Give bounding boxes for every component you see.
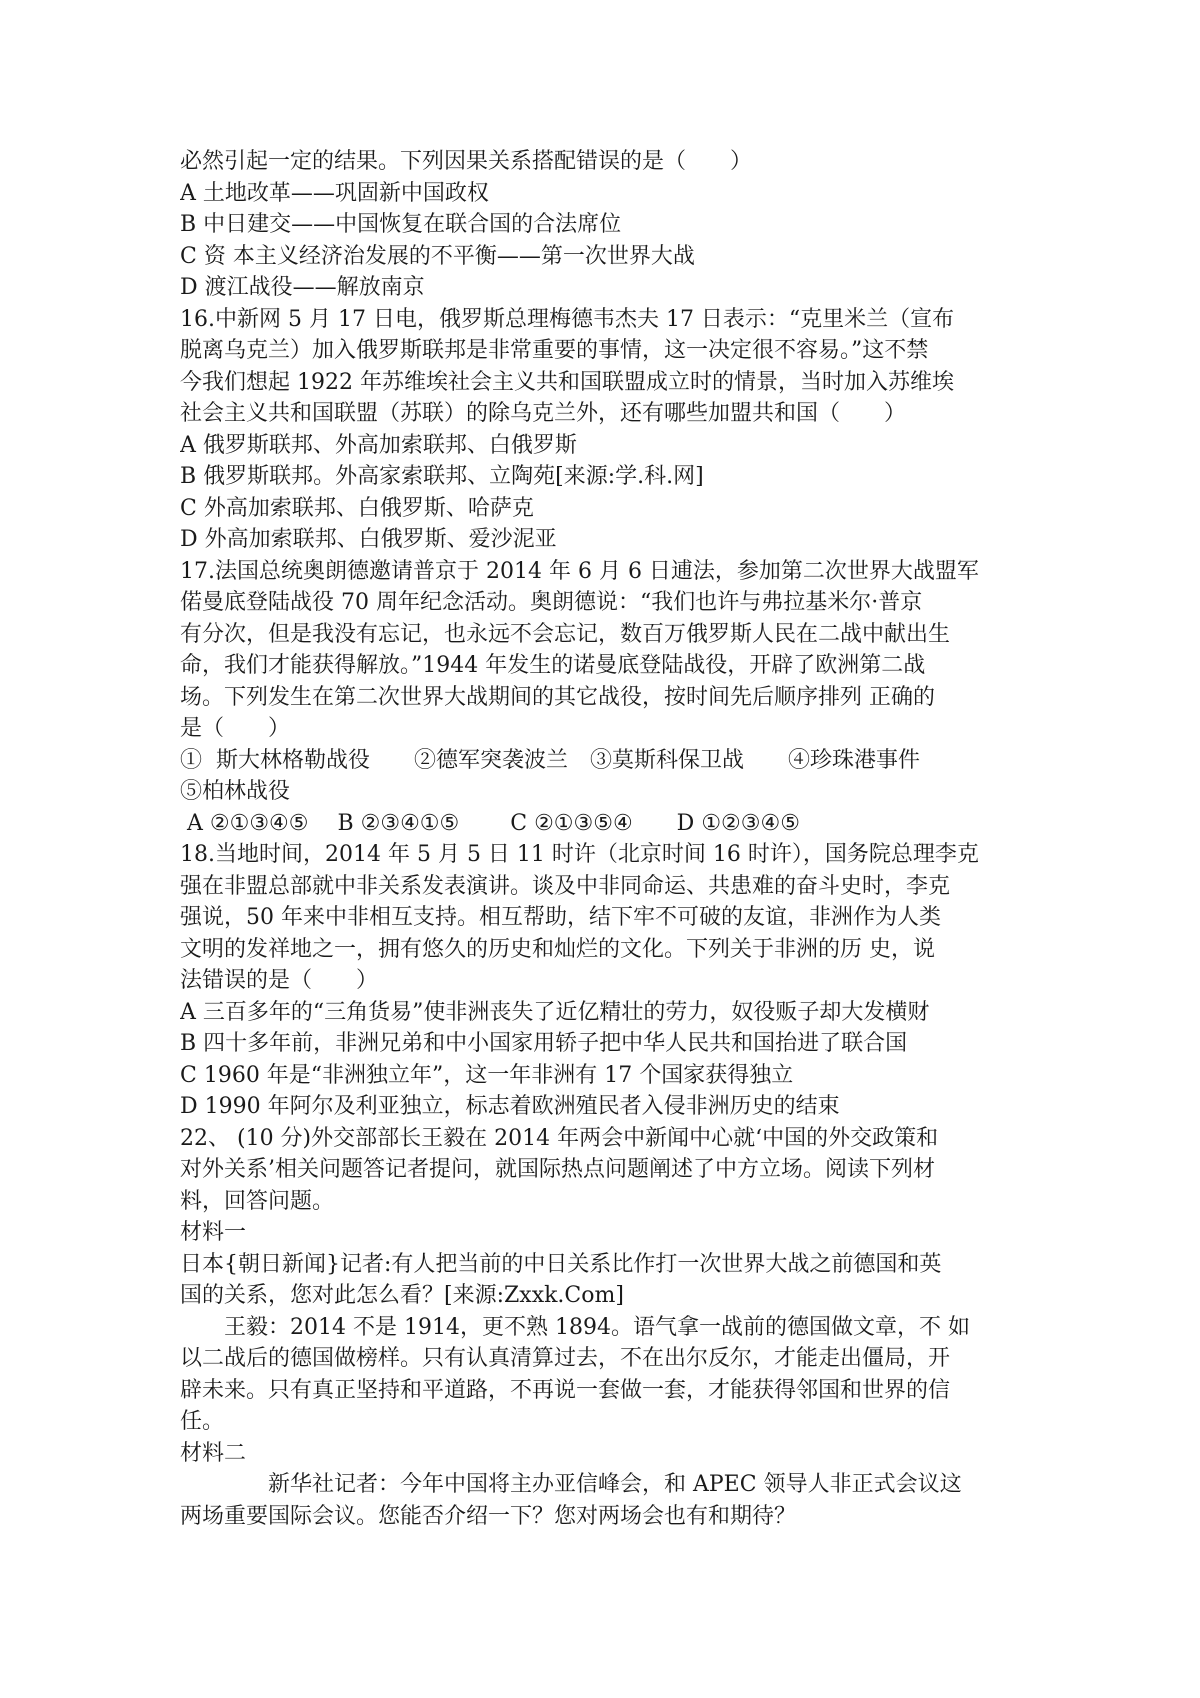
- text-line: C 资 本主义经济治发展的不平衡——第一次世界大战: [180, 243, 695, 269]
- text-line: 国的关系，您对此怎么看？[来源:Zxxk.Com]: [180, 1283, 624, 1308]
- text-line: 对外关系’相关问题答记者提问，就国际热点问题阐述了中方立场。阅读下列材: [180, 1157, 935, 1182]
- text-line: 辟未来。只有真正坚持和平道路，不再说一套做一套，才能获得邻国和世界的信: [180, 1377, 951, 1403]
- text-line: 命，我们才能获得解放。”1944 年发生的诺曼底登陆战役，开辟了欧洲第二战: [180, 653, 926, 678]
- text-line: 18.当地时间，2014 年 5 月 5 日 11 时许（北京时间 16 时许），国务院总理李克: [180, 842, 979, 867]
- text-line: 法错误的是（ ）: [180, 968, 379, 993]
- text-line: 是（ ）: [180, 716, 291, 741]
- document-body: [180, 146, 1030, 1532]
- text-line: A ②①③④⑤ B ②③④①⑤ C ②①③⑤④ D ①②③④⑤: [180, 810, 800, 836]
- text-line: 今我们想起 1922 年苏维埃社会主义共和国联盟成立时的情景，当时加入苏维埃: [180, 369, 954, 395]
- text-line: 偌曼底登陆战役 70 周年纪念活动。奥朗德说：“我们也许与弗拉基米尔·普京: [180, 590, 923, 615]
- text-line: 日本{朝日新闻}记者:有人把当前的中日关系比作打一次世界大战之前德国和英: [180, 1251, 942, 1277]
- text-line: 以二战后的德国做榜样。只有认真清算过去，不在出尔反尔，才能走出僵局，开: [180, 1346, 951, 1371]
- text-line: B 俄罗斯联邦。外高家索联邦、立陶苑[来源:学.科.网]: [180, 464, 704, 489]
- text-line: A 三百多年的“三角货易”使非洲丧失了近亿精壮的劳力，奴役贩子却大发横财: [180, 999, 930, 1025]
- text-line: 社会主义共和国联盟（苏联）的除乌克兰外，还有哪些加盟共和国（ ）: [180, 401, 907, 426]
- text-line: 材料二: [180, 1440, 247, 1466]
- text-line: ⑤柏林战役: [180, 779, 291, 804]
- text-line: 两场重要国际会议。您能否介绍一下？您对两场会也有和期待？: [180, 1503, 797, 1529]
- text-line: 22、 (10 分)外交部部长王毅在 2014 年两会中新闻中心就‘中国的外交政策和: [180, 1125, 939, 1151]
- text-line: C 外高加索联邦、白俄罗斯、哈萨克: [180, 495, 534, 521]
- text-line: D 渡江战役——解放南京: [180, 275, 425, 300]
- text-line: B 中日建交——中国恢复在联合国的合法席位: [180, 212, 622, 237]
- text-line: C 1960 年是“非洲独立年”，这一年非洲有 17 个国家获得独立: [180, 1062, 794, 1088]
- text-line: A 俄罗斯联邦、外高加索联邦、白俄罗斯: [180, 432, 577, 458]
- text-line: 强在非盟总部就中非关系发表演讲。谈及中非同命运、共患难的奋斗史时，李克: [180, 873, 951, 899]
- text-line: D 1990 年阿尔及利亚独立，标志着欧洲殖民者入侵非洲历史的结束: [180, 1094, 840, 1119]
- text-line: A 土地改革——巩固新中国政权: [180, 180, 489, 206]
- text-line: 17.法国总统奥朗德邀请普京于 2014 年 6 月 6 日逋法，参加第二次世界大战盟军: [180, 558, 979, 584]
- text-line: 新华社记者：今年中国将主办亚信峰会，和 APEC 领导人非正式会议这: [180, 1472, 962, 1497]
- text-line: ① 斯大林格勒战役 ②德军突袭波兰 ③莫斯科保卫战 ④珍珠港事件: [180, 747, 920, 773]
- text-line: 任。: [180, 1409, 225, 1434]
- text-line: 有分次，但是我没有忘记，也永远不会忘记，数百万俄罗斯人民在二战中献出生: [180, 621, 951, 647]
- text-line: 场。下列发生在第二次世界大战期间的其它战役，按时间先后顺序排列 正确的: [180, 684, 935, 710]
- text-line: 强说，50 年来中非相互支持。相互帮助，结下牢不可破的友谊，非洲作为人类: [180, 905, 941, 930]
- text-line: 料，回答问题。: [180, 1188, 335, 1214]
- text-line: 16.中新网 5 月 17 日电，俄罗斯总理梅德韦杰夫 17 日表示：“克里米兰（宣布: [180, 306, 955, 332]
- text-line: 材料一: [180, 1220, 247, 1245]
- text-line: 文明的发祥地之一，拥有悠久的历史和灿烂的文化。下列关于非洲的历 史，说: [180, 936, 935, 962]
- text-line: 王毅：2014 不是 1914，更不熟 1894。语气拿一战前的德国做文章，不 如: [180, 1314, 970, 1340]
- text-line: B 四十多年前，非洲兄弟和中小国家用轿子把中华人民共和国抬进了联合国: [180, 1031, 908, 1056]
- text-line: D 外高加索联邦、白俄罗斯、爱沙泥亚: [180, 527, 557, 552]
- text-line: 脱离乌克兰）加入俄罗斯联邦是非常重要的事情，这一决定很不容易。”这不禁: [180, 338, 929, 363]
- text-line: 必然引起一定的结果。下列因果关系搭配错误的是（ ）: [180, 149, 753, 174]
